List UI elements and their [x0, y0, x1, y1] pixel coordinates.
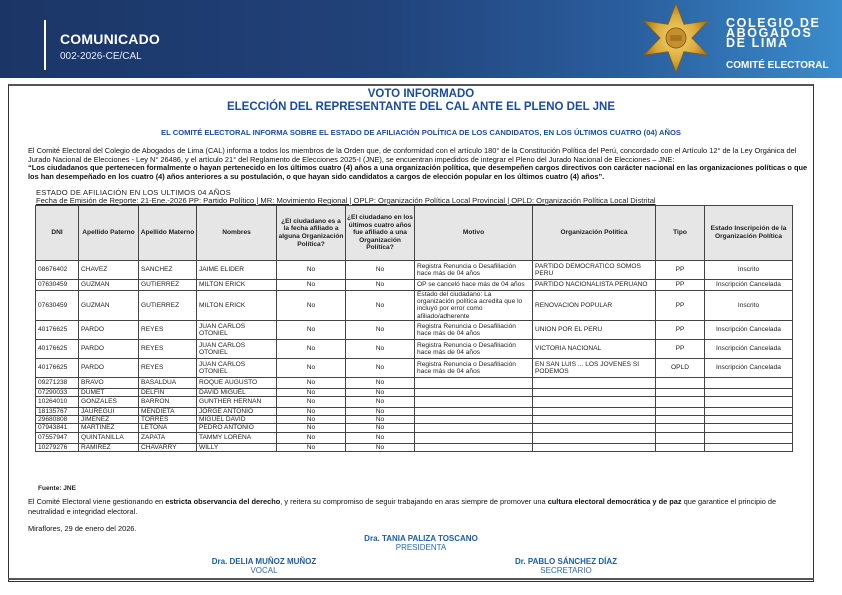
table-cell: 18135767 — [36, 408, 79, 416]
table-cell: DAVID MIGUEL — [197, 388, 277, 396]
table-cell: ROQUE AUGUSTO — [197, 377, 277, 388]
table-cell — [415, 443, 533, 451]
table-cell: No — [277, 320, 346, 339]
org-name-line: COLEGIO DE — [726, 16, 821, 30]
table-source: Fuente: JNE — [38, 485, 76, 492]
column-header: Apellido Paterno — [79, 206, 139, 261]
table-cell — [705, 432, 793, 443]
table-cell: 40176625 — [36, 339, 79, 358]
table-cell: CHAVEZ — [79, 261, 139, 280]
table-cell: MILTON ERICK — [197, 291, 277, 321]
table-cell: No — [346, 261, 415, 280]
table-cell — [415, 408, 533, 416]
table-cell — [533, 432, 656, 443]
column-header: ¿El ciudadano en los últimos cuatro años fue afiliado a una Organización Política? — [346, 206, 415, 261]
table-cell: PARTIDO DEMOCRATICO SOMOS PERU — [533, 261, 656, 280]
table-cell: No — [277, 443, 346, 451]
table-row — [36, 280, 793, 291]
column-header: Estado Inscripción de la Organización Política — [705, 206, 793, 261]
table-cell: PEDRO ANTONIO — [197, 424, 277, 432]
table-cell: JUAN CARLOS OTONIEL — [197, 339, 277, 358]
table-cell: ZAPATA — [139, 432, 197, 443]
table-cell — [533, 424, 656, 432]
table-cell: RENOVACION POPULAR — [533, 291, 656, 321]
table-row — [36, 261, 793, 280]
communique-title: COMUNICADO — [60, 31, 160, 47]
table-cell: No — [277, 261, 346, 280]
table-cell: GUZMAN — [79, 291, 139, 321]
signer-role: PRESIDENTA — [395, 543, 447, 552]
table-cell — [656, 397, 705, 408]
table-row — [36, 358, 793, 377]
table-cell — [415, 388, 533, 396]
table-cell: PARTIDO NACIONALISTA PERUANO — [533, 280, 656, 291]
table-row — [36, 416, 793, 424]
table-cell — [656, 443, 705, 451]
table-cell: 07943841 — [36, 424, 79, 432]
intro-quote: “Los ciudadanos que pertenecen formalmente o hayan pertenecido en los últimos cuatro (4) años a una organización política, que desempeñen cargos directivos con carácter nacional en las organizaciones políticas o que los han desempeñado en los cuatro (4) años anteriores a su postulación, o que hayan sido candidatos a cargos de elección popular en los últimos cuatro (4) años”. — [28, 163, 808, 181]
closing-emphasis: cultura electoral democrática y de paz — [547, 497, 682, 506]
table-cell: 29680808 — [36, 416, 79, 424]
table-cell — [533, 443, 656, 451]
table-cell: GUTIERREZ — [139, 280, 197, 291]
page-header — [0, 0, 842, 78]
table-cell: No — [346, 291, 415, 321]
table-cell: No — [277, 377, 346, 388]
table-cell — [656, 388, 705, 396]
table-cell: MILTON ERICK — [197, 280, 277, 291]
table-cell: Estado del ciudadano: La organización política acredita que lo incluyó por error como afiliado/adherente — [415, 291, 533, 321]
table-cell: 07557947 — [36, 432, 79, 443]
table-cell: 40176625 — [36, 358, 79, 377]
column-header: Organización Política — [533, 206, 656, 261]
closing-paragraph — [28, 497, 813, 517]
table-cell: PARDO — [79, 358, 139, 377]
table-cell — [415, 424, 533, 432]
table-cell: REYES — [139, 320, 197, 339]
column-header: DNI — [36, 206, 79, 261]
table-cell: 10264010 — [36, 397, 79, 408]
table-cell: No — [346, 416, 415, 424]
table-cell: No — [277, 408, 346, 416]
header-divider — [44, 20, 46, 70]
table-cell — [705, 397, 793, 408]
signature-secretary — [466, 557, 666, 575]
table-cell: MENDIETA — [139, 408, 197, 416]
table-cell: No — [346, 358, 415, 377]
table-cell: No — [277, 397, 346, 408]
table-cell: No — [346, 377, 415, 388]
table-cell: JUAN CARLOS OTONIEL — [197, 358, 277, 377]
org-name-line: ABOGADOS — [726, 26, 813, 40]
table-cell: No — [346, 408, 415, 416]
table-cell: Registra Renuncia o Desafiliación hace más de 04 años — [415, 261, 533, 280]
column-header: Nombres — [197, 206, 277, 261]
table-cell — [533, 397, 656, 408]
table-cell: SANCHEZ — [139, 261, 197, 280]
table-cell: PP — [656, 339, 705, 358]
table-cell: 07630459 — [36, 280, 79, 291]
table-cell: DUMET — [79, 388, 139, 396]
table-row — [36, 339, 793, 358]
table-cell — [415, 432, 533, 443]
table-row — [36, 291, 793, 321]
table-row — [36, 432, 793, 443]
table-cell: TORRES — [139, 416, 197, 424]
table-cell: No — [277, 358, 346, 377]
column-header: Apellido Materno — [139, 206, 197, 261]
table-cell — [533, 408, 656, 416]
table-cell — [533, 377, 656, 388]
table-cell: 10279276 — [36, 443, 79, 451]
org-name-line: DE LIMA — [726, 36, 789, 50]
table-row — [36, 377, 793, 388]
table-cell: PP — [656, 261, 705, 280]
table-cell — [705, 388, 793, 396]
signer-role: VOCAL — [250, 566, 278, 575]
footer-divider — [8, 578, 814, 580]
table-cell: 07290033 — [36, 388, 79, 396]
table-cell — [705, 408, 793, 416]
table-cell: No — [277, 291, 346, 321]
table-cell: 09271238 — [36, 377, 79, 388]
table-cell — [656, 408, 705, 416]
org-name — [726, 18, 820, 48]
table-cell: GUZMAN — [79, 280, 139, 291]
table-row — [36, 424, 793, 432]
signer-name: Dra. TANIA PALIZA TOSCANO — [364, 534, 478, 543]
table-row — [36, 397, 793, 408]
table-cell: Inscripción Cancelada — [705, 280, 793, 291]
table-cell: JUAN CARLOS OTONIEL — [197, 320, 277, 339]
table-cell: DELFIN — [139, 388, 197, 396]
table-cell: PARDO — [79, 339, 139, 358]
affiliation-table — [35, 205, 793, 452]
table-cell — [705, 416, 793, 424]
table-subtitle: Fecha de Emisión de Reporte: 21-Ene.-2026 PP: Partido Político | MR: Movimiento Regional | OPLP: Organización Política Local Provincial | OPLD: Organización Política Local Distrital — [36, 196, 656, 205]
closing-text: que garantice el principio de neutralidad e integridad electoral. — [28, 497, 777, 516]
table-cell — [656, 424, 705, 432]
table-cell: OP se canceló hace más de 04 años — [415, 280, 533, 291]
table-cell: WILLY — [197, 443, 277, 451]
table-cell: VICTORIA NACIONAL — [533, 339, 656, 358]
table-cell: MIGUEL DAVID — [197, 416, 277, 424]
table-cell: GUTIERREZ — [139, 291, 197, 321]
intro-paragraph: El Comité Electoral del Colegio de Abogados de Lima (CAL) informa a todos los miembros de la Orden que, de conformidad con el artículo 180° de la Constitución Política del Perú, concordado con el Artículo 12° de la Ley Orgánica del Jurado Nacional de Elecciones - Ley N° 26486, y el artículo 21° del Reglamento de Elecciones 2025-I (JNE), se encuentran impedidos de integrar el Pleno del Jurado Nacional de Elecciones – JNE: — [28, 146, 797, 164]
signer-name: Dra. DELIA MUÑOZ MUÑOZ — [211, 557, 317, 566]
table-cell: No — [346, 339, 415, 358]
section-heading: EL COMITÉ ELECTORAL INFORMA SOBRE EL ESTADO DE AFILIACIÓN POLÍTICA DE LOS CANDIDATOS, EN LOS ÚLTIMOS CUATRO (04) AÑOS — [161, 128, 681, 137]
table-cell: No — [277, 416, 346, 424]
cal-star-logo-icon — [640, 2, 712, 74]
table-cell: BASALDUA — [139, 377, 197, 388]
communique-code: 002-2026-CE/CAL — [60, 51, 142, 62]
table-cell: Registra Renuncia o Desafiliación hace más de 04 años — [415, 358, 533, 377]
column-header: ¿El ciudadano es a la fecha afiliado a alguna Organización Política? — [277, 206, 346, 261]
table-cell: No — [346, 397, 415, 408]
table-cell: PP — [656, 320, 705, 339]
table-cell — [533, 416, 656, 424]
table-cell: PARDO — [79, 320, 139, 339]
table-cell — [656, 416, 705, 424]
table-cell — [415, 397, 533, 408]
table-cell — [705, 377, 793, 388]
org-subtitle: COMITÉ ELECTORAL — [726, 60, 829, 71]
table-cell: OPLD — [656, 358, 705, 377]
table-cell: GUNTHER HERNAN — [197, 397, 277, 408]
table-cell: MARTINEZ — [79, 424, 139, 432]
table-cell: Inscripción Cancelada — [705, 320, 793, 339]
table-cell: CHAVARRY — [139, 443, 197, 451]
table-cell — [656, 432, 705, 443]
table-cell: Inscrito — [705, 261, 793, 280]
table-cell: REYES — [139, 339, 197, 358]
table-cell: No — [277, 388, 346, 396]
table-row — [36, 320, 793, 339]
table-cell: No — [277, 280, 346, 291]
column-header: Motivo — [415, 206, 533, 261]
table-header-row — [36, 206, 793, 261]
table-cell: REYES — [139, 358, 197, 377]
table-cell: JIMENEZ — [79, 416, 139, 424]
closing-text: El Comité Electoral viene gestionando en — [28, 497, 166, 506]
table-cell: No — [346, 320, 415, 339]
table-cell: No — [346, 424, 415, 432]
table-body — [36, 261, 793, 452]
document-title: VOTO INFORMADO — [367, 88, 475, 100]
signature-president — [321, 534, 521, 552]
table-cell: JORGE ANTONIO — [197, 408, 277, 416]
table-cell: BRAVO — [79, 377, 139, 388]
table-cell: 07630459 — [36, 291, 79, 321]
column-header: Tipo — [656, 206, 705, 261]
table-cell: Registra Renuncia o Desafiliación hace más de 04 años — [415, 320, 533, 339]
table-cell — [415, 377, 533, 388]
table-cell: PP — [656, 280, 705, 291]
table-cell: Inscripción Cancelada — [705, 358, 793, 377]
signature-vocal — [164, 557, 364, 575]
table-cell: No — [346, 388, 415, 396]
table-cell: No — [346, 443, 415, 451]
table-cell — [415, 416, 533, 424]
table-cell: JAIME ELIDER — [197, 261, 277, 280]
table-row — [36, 443, 793, 451]
table-cell: UNION POR EL PERU — [533, 320, 656, 339]
signer-role: SECRETARIO — [540, 566, 592, 575]
table-cell: PP — [656, 291, 705, 321]
table-cell: 08676402 — [36, 261, 79, 280]
table-cell: Inscrito — [705, 291, 793, 321]
table-cell: No — [277, 432, 346, 443]
table-cell — [705, 424, 793, 432]
table-cell — [656, 377, 705, 388]
table-cell: RAMIREZ — [79, 443, 139, 451]
table-cell: No — [277, 339, 346, 358]
intro-text — [28, 147, 813, 181]
table-cell — [705, 443, 793, 451]
table-cell: No — [346, 280, 415, 291]
table-cell: No — [346, 432, 415, 443]
table-cell: 40176625 — [36, 320, 79, 339]
table-cell: Registra Renuncia o Desafiliación hace más de 04 años — [415, 339, 533, 358]
document-date: Miraflores, 29 de enero del 2026. — [28, 524, 137, 533]
closing-text: , y reitera su compromiso de seguir trabajando en aras siempre de promover una — [280, 497, 548, 506]
table-cell: TAMMY LORENA — [197, 432, 277, 443]
table-cell: BARRON — [139, 397, 197, 408]
table-cell: EN SAN LUIS ... LOS JOVENES SI PODEMOS — [533, 358, 656, 377]
table-title: ESTADO DE AFILIACIÓN EN LOS ULTIMOS 04 AÑOS — [36, 188, 231, 197]
table-cell: JAUREGUI — [79, 408, 139, 416]
table-row — [36, 408, 793, 416]
table-cell: LETONA — [139, 424, 197, 432]
table-cell: No — [277, 424, 346, 432]
table-row — [36, 388, 793, 396]
closing-emphasis: estricta observancia del derecho — [165, 497, 281, 506]
document-subtitle: ELECCIÓN DEL REPRESENTANTE DEL CAL ANTE EL PLENO DEL JNE — [226, 101, 616, 113]
signer-name: Dr. PABLO SÁNCHEZ DÍAZ — [514, 557, 618, 566]
table-cell: Inscripción Cancelada — [705, 339, 793, 358]
table-cell: GONZALES — [79, 397, 139, 408]
table-cell: QUINTANILLA — [79, 432, 139, 443]
table-cell — [533, 388, 656, 396]
